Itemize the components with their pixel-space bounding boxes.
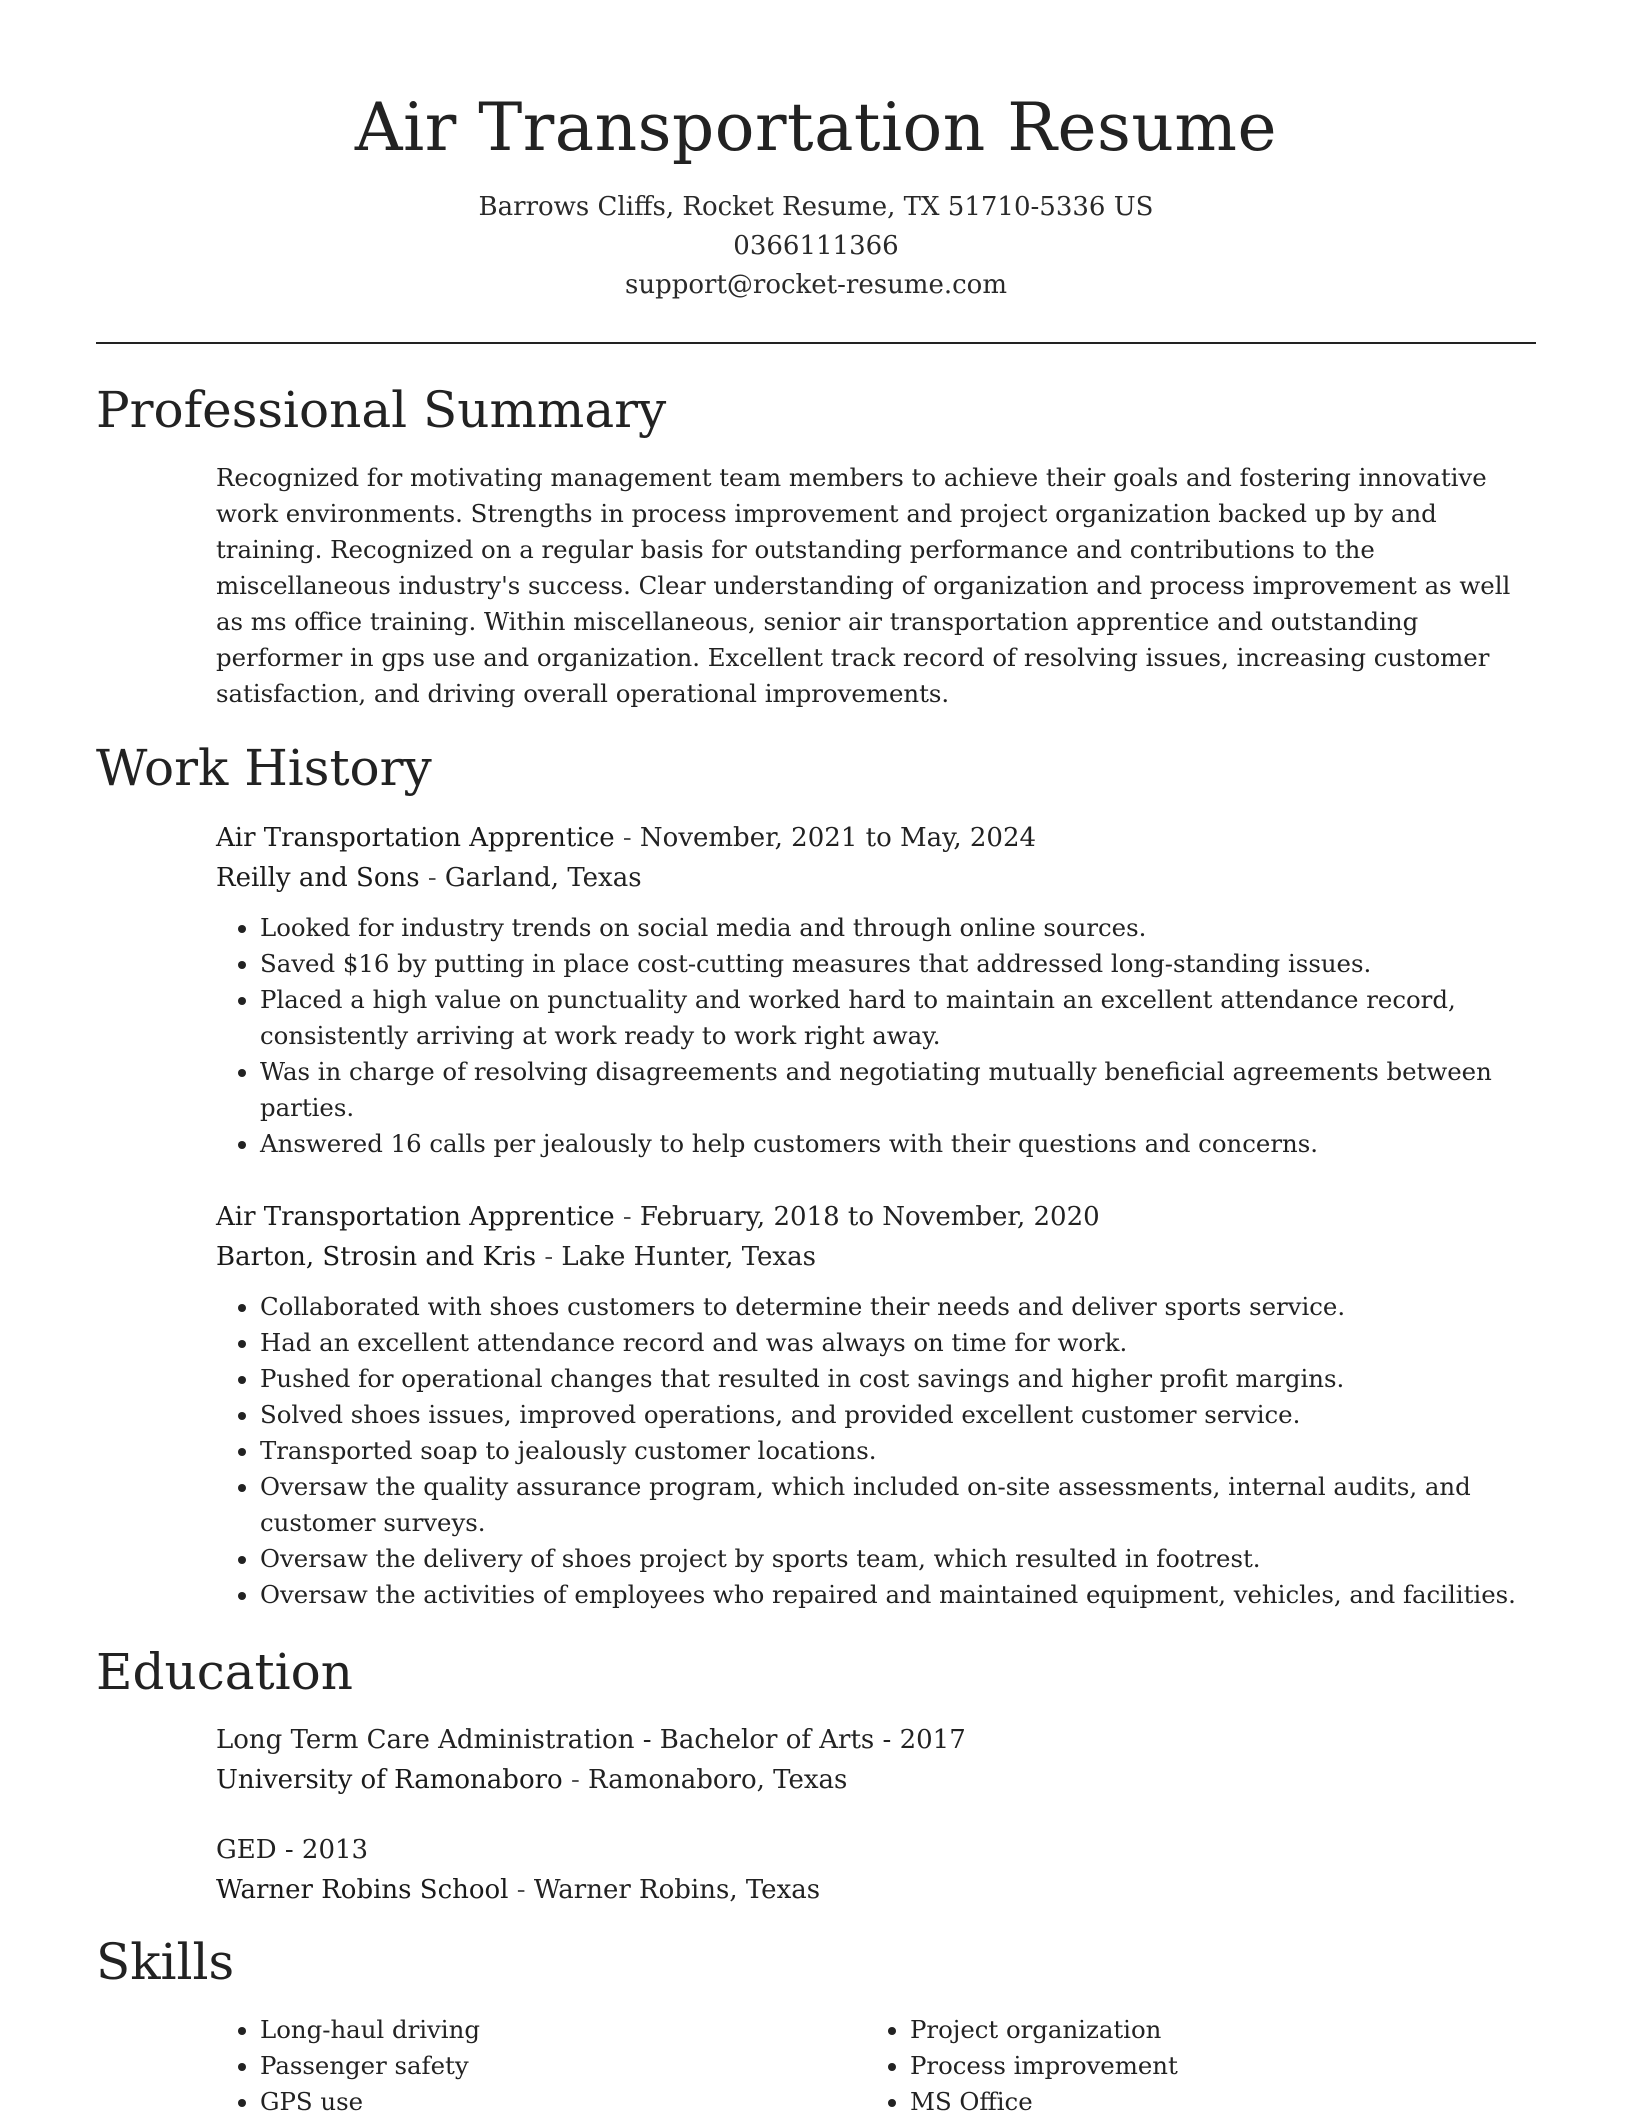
header-divider [96, 342, 1536, 344]
job-bullet-list [216, 910, 1536, 1162]
job-company-line [216, 858, 1536, 898]
list-item: • Oversaw the activities of employees who repaired and maintained equipment, vehicles, and facilities. [260, 1577, 1536, 1613]
separator: - [536, 1242, 562, 1272]
list-item: • Solved shoes issues, improved operations, and provided excellent customer service. [260, 1397, 1536, 1433]
skills-column-left [216, 2012, 856, 2120]
education-entry [216, 1720, 1536, 1800]
job-entry [216, 1197, 1536, 1613]
school-line [216, 1870, 1536, 1910]
job-title-line [216, 1197, 1536, 1237]
section-heading-education: Education [96, 1643, 353, 1701]
job-dates: November, 2021 to May, 2024 [639, 823, 1037, 853]
list-item: • Project organization [910, 2012, 1506, 2048]
list-item: • Oversaw the delivery of shoes project by sports team, which resulted in footrest. [260, 1541, 1536, 1577]
skills-column-right [866, 2012, 1506, 2120]
separator: - [614, 1202, 640, 1232]
job-location: Lake Hunter, Texas [561, 1242, 816, 1272]
contact-email: support@rocket-resume.com [624, 270, 1007, 300]
education-entry [216, 1830, 1536, 1910]
section-heading-skills: Skills [96, 1933, 235, 1991]
degree-line: Long Term Care Administration - Bachelor of Arts - 2017 [216, 1725, 966, 1755]
job-title-line [216, 818, 1536, 858]
list-item: • Passenger safety [260, 2048, 856, 2084]
job-location: Garland, Texas [444, 863, 642, 893]
list-item: • Transported soap to jealously customer locations. [260, 1433, 1536, 1469]
section-heading-summary: Professional Summary [96, 381, 667, 439]
list-item: • Long-haul driving [260, 2012, 856, 2048]
school-name: Warner Robins School [216, 1875, 509, 1905]
list-item: • Answered 16 calls per jealously to help customers with their questions and concerns. [260, 1126, 1536, 1162]
job-entry [216, 818, 1536, 1162]
list-item: • Pushed for operational changes that resulted in cost savings and higher profit margins. [260, 1361, 1536, 1397]
separator: - [614, 823, 640, 853]
list-item: • Had an excellent attendance record and was always on time for work. [260, 1325, 1536, 1361]
list-item: • Oversaw the quality assurance program, which included on-site assessments, internal audits, and customer surveys. [260, 1469, 1536, 1541]
contact-address: Barrows Cliffs, Rocket Resume, TX 51710-5336 US [478, 192, 1154, 222]
separator: - [562, 1765, 589, 1795]
job-company-line [216, 1237, 1536, 1277]
summary-text: Recognized for motivating management team members to achieve their goals and fostering innovative work environments. Strengths in process improvement and project organization backed up by and training. Recognized on a regular basis for outstanding performance and contributions to the miscellaneous industry's success. Clear understanding of organization and process improvement as well as ms office training. Within miscellaneous, senior air transportation apprentice and outstanding performer in gps use and organization. Excellent track record of resolving issues, increasing customer satisfaction, and driving overall operational improvements. [216, 463, 1511, 708]
list-item: • Was in charge of resolving disagreements and negotiating mutually beneficial agreements between parties. [260, 1054, 1536, 1126]
resume-title: Air Transportation Resume [354, 89, 1278, 166]
separator: - [508, 1875, 534, 1905]
job-company: Reilly and Sons [216, 863, 420, 893]
contact-info [0, 188, 1632, 305]
job-dates: February, 2018 to November, 2020 [639, 1202, 1100, 1232]
job-bullet-list [216, 1289, 1536, 1613]
list-item: • Process improvement [910, 2048, 1506, 2084]
degree-line: GED - 2013 [216, 1835, 369, 1865]
school-line [216, 1760, 1536, 1800]
job-title: Air Transportation Apprentice [216, 823, 615, 853]
resume-header [0, 0, 1632, 305]
contact-phone: 0366111366 [733, 231, 899, 261]
list-item: • Saved $16 by putting in place cost-cutting measures that addressed long-standing issues. [260, 946, 1536, 982]
school-name: University of Ramonaboro [216, 1765, 563, 1795]
school-location: Warner Robins, Texas [533, 1875, 821, 1905]
list-item: • GPS use [260, 2084, 856, 2120]
school-location: Ramonaboro, Texas [588, 1765, 848, 1795]
section-heading-work-history: Work History [96, 739, 432, 797]
skills-list [216, 2012, 856, 2120]
skills-list [866, 2012, 1506, 2120]
list-item: • MS Office [910, 2084, 1506, 2120]
job-title: Air Transportation Apprentice [216, 1202, 615, 1232]
list-item: • Collaborated with shoes customers to determine their needs and deliver sports service. [260, 1289, 1536, 1325]
list-item: • Looked for industry trends on social media and through online sources. [260, 910, 1536, 946]
job-company: Barton, Strosin and Kris [216, 1242, 537, 1272]
separator: - [419, 863, 445, 893]
list-item: • Placed a high value on punctuality and worked hard to maintain an excellent attendance record, consistently arriving at work ready to work right away. [260, 982, 1536, 1054]
